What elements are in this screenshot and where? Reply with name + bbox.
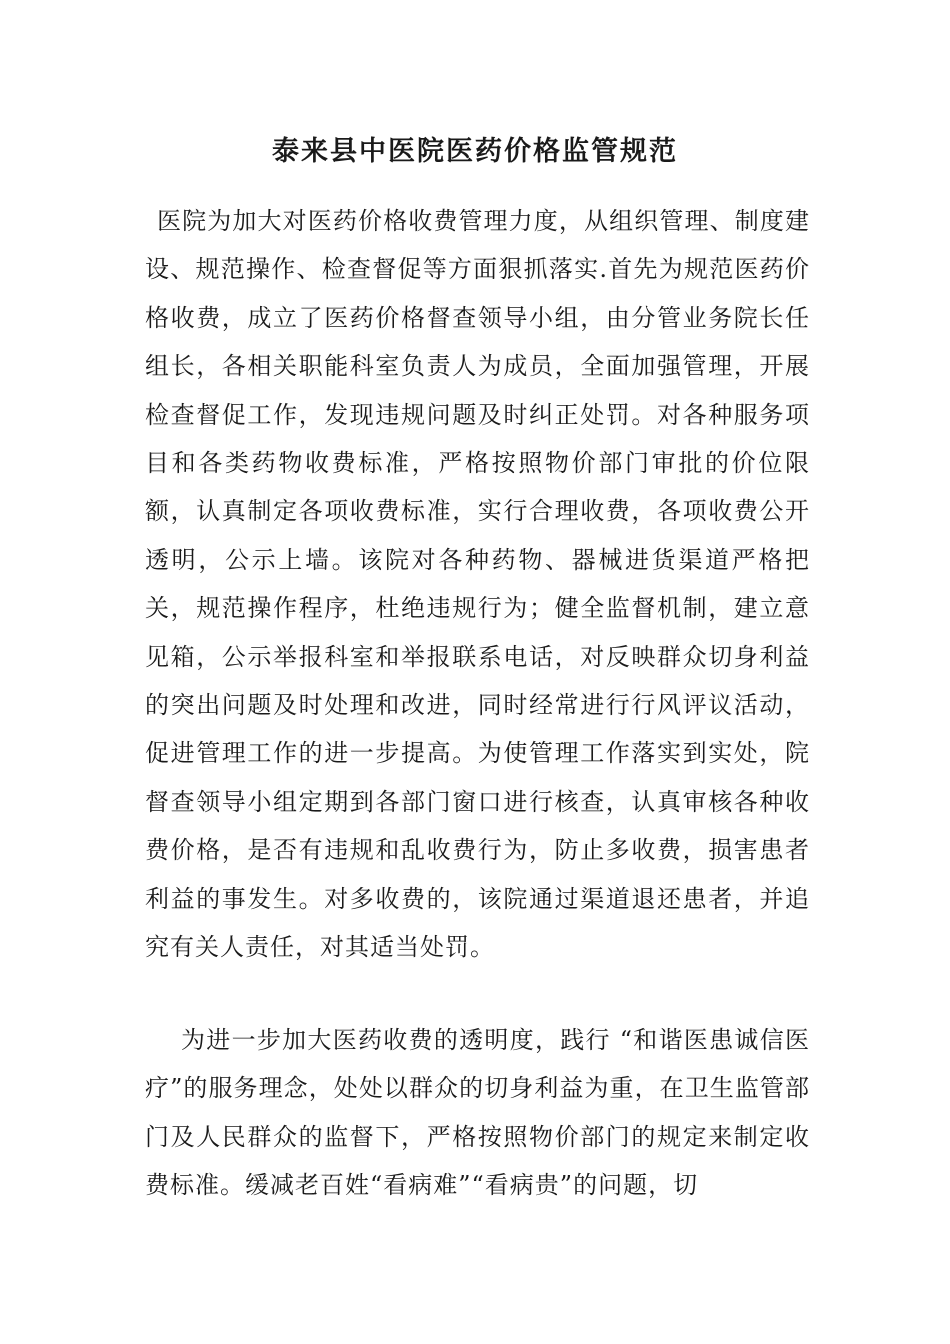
- document-title: 泰来县中医院医药价格监管规范: [272, 136, 678, 167]
- body-paragraph-2: 为进一步加大医药收费的透明度，践行 “和谐医患诚信医疗”的服务理念，处处以群众的切身利益为重，在卫生监管部门及人民群众的监督下，严格按照物价部门的规定来制定收费标准。缓减老百姓“看病难”“看病贵”的问题，切: [145, 1026, 810, 1200]
- body-paragraph-1: 医院为加大对医药价格收费管理力度，从组织管理、制度建设、规范操作、检查督促等方面狠抓落实.首先为规范医药价格收费，成立了医药价格督查领导小组，由分管业务院长任组长，各相关职能科室负责人为成员，全面加强管理，开展检查督促工作，发现违规问题及时纠正处罚。对各种服务项目和各类药物收费标准，严格按照物价部门审批的价位限额，认真制定各项收费标准，实行合理收费，各项收费公开透明，公示上墙。该院对各种药物、器械进货渠道严格把关，规范操作程序，杜绝违规行为；健全监督机制，建立意见箱，公示举报科室和举报联系电话，对反映群众切身利益的突出问题及时处理和改进，同时经常进行行风评议活动，促进管理工作的进一步提高。为使管理工作落实到实处，院督查领导小组定期到各部门窗口进行核查，认真审核各种收费价格，是否有违规和乱收费行为，防止多收费，损害患者利益的事发生。对多收费的，该院通过渠道退还患者，并追究有关人责任，对其适当处罚。: [145, 207, 810, 962]
